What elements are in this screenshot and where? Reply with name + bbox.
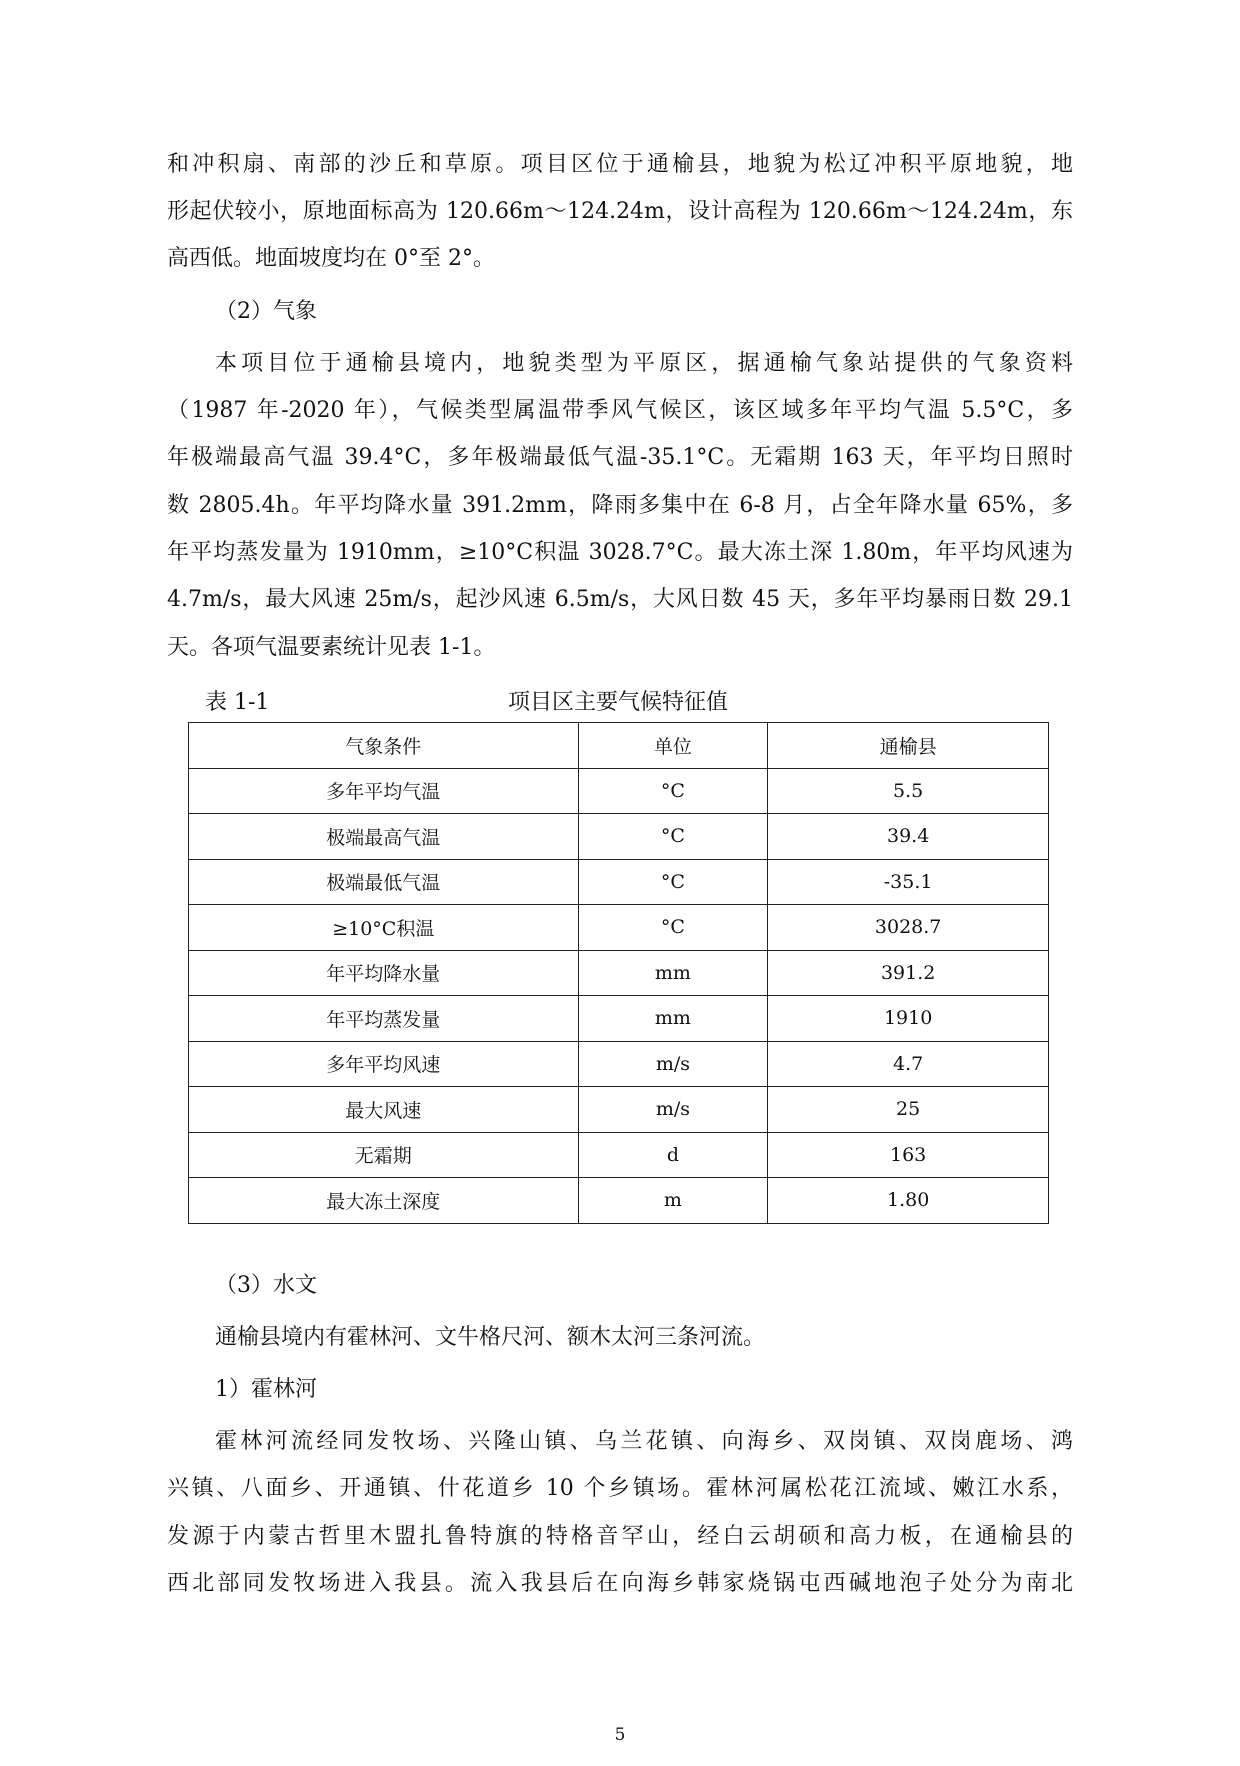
cell-condition: 年平均降水量 <box>189 950 579 996</box>
header-tongyu: 通榆县 <box>768 723 1049 769</box>
cell-unit: mm <box>578 996 768 1042</box>
table-row <box>189 996 1049 1042</box>
cell-unit: m <box>578 1178 768 1224</box>
cell-condition: 极端最高气温 <box>189 814 579 860</box>
header-unit: 单位 <box>578 723 768 769</box>
cell-unit: °C <box>578 814 768 860</box>
cell-value: 1910 <box>768 996 1049 1042</box>
table-row <box>189 1178 1049 1224</box>
header-condition: 气象条件 <box>189 723 579 769</box>
cell-unit: °C <box>578 859 768 905</box>
climate-table <box>188 722 1049 1224</box>
paragraph-line: 天。各项气温要素统计见表 1-1。 <box>167 635 496 660</box>
cell-value: 5.5 <box>768 768 1049 814</box>
paragraph-line: 西北部同发牧场进入我县。流入我县后在向海乡韩家烧锅屯西碱地泡子处分为南北 <box>167 1571 1073 1596</box>
table-row <box>189 859 1049 905</box>
paragraph-line: 形起伏较小，原地面标高为 120.66m～124.24m，设计高程为 120.66m～124.24m，东 <box>167 199 1073 224</box>
table-row <box>189 814 1049 860</box>
cell-unit: m/s <box>578 1087 768 1133</box>
paragraph-line: 年极端最高气温 39.4°C，多年极端最低气温-35.1°C。无霜期 163 天，年平均日照时 <box>167 445 1073 470</box>
cell-value: 1.80 <box>768 1178 1049 1224</box>
table-row <box>189 905 1049 951</box>
cell-unit: °C <box>578 905 768 951</box>
paragraph-line: 数 2805.4h。年平均降水量 391.2mm，降雨多集中在 6-8 月，占全年降水量 65%，多 <box>167 493 1073 518</box>
section-heading-climate: （2）气象 <box>215 299 317 324</box>
subsection-heading-huolin-river: 1）霍林河 <box>215 1377 317 1402</box>
section-heading-hydrology: （3）水文 <box>215 1273 317 1298</box>
cell-unit: °C <box>578 768 768 814</box>
table-row <box>189 768 1049 814</box>
table-number: 表 1-1 <box>205 690 270 715</box>
cell-condition: 多年平均气温 <box>189 768 579 814</box>
cell-unit: m/s <box>578 1041 768 1087</box>
cell-condition: 无霜期 <box>189 1132 579 1178</box>
table-title: 项目区主要气候特征值 <box>508 690 729 715</box>
cell-condition: 最大冻土深度 <box>189 1178 579 1224</box>
paragraph-line: 4.7m/s，最大风速 25m/s，起沙风速 6.5m/s，大风日数 45 天，多年平均暴雨日数 29.1 <box>167 587 1073 612</box>
paragraph-line: 本项目位于通榆县境内，地貌类型为平原区，据通榆气象站提供的气象资料 <box>215 351 1073 376</box>
table-row <box>189 1041 1049 1087</box>
paragraph-line: 兴镇、八面乡、开通镇、什花道乡 10 个乡镇场。霍林河属松花江流域、嫩江水系， <box>167 1476 1073 1501</box>
paragraph-rivers: 通榆县境内有霍林河、文牛格尺河、额木太河三条河流。 <box>215 1325 766 1350</box>
cell-value: 391.2 <box>768 950 1049 996</box>
page-number: 5 <box>614 1725 626 1745</box>
cell-condition: 最大风速 <box>189 1087 579 1133</box>
paragraph-line: 高西低。地面坡度均在 0°至 2°。 <box>167 246 495 271</box>
cell-condition: ≥10°C积温 <box>189 905 579 951</box>
cell-condition: 极端最低气温 <box>189 859 579 905</box>
paragraph-line: 霍林河流经同发牧场、兴隆山镇、乌兰花镇、向海乡、双岗镇、双岗鹿场、鸿 <box>215 1429 1073 1454</box>
paragraph-line: 发源于内蒙古哲里木盟扎鲁特旗的特格音罕山，经白云胡硕和高力板，在通榆县的 <box>167 1524 1073 1549</box>
cell-value: 39.4 <box>768 814 1049 860</box>
cell-unit: mm <box>578 950 768 996</box>
cell-condition: 年平均蒸发量 <box>189 996 579 1042</box>
table-header-row <box>189 723 1049 769</box>
paragraph-line: 和冲积扇、南部的沙丘和草原。项目区位于通榆县，地貌为松辽冲积平原地貌，地 <box>167 152 1073 177</box>
cell-value: -35.1 <box>768 859 1049 905</box>
cell-unit: d <box>578 1132 768 1178</box>
cell-value: 3028.7 <box>768 905 1049 951</box>
table-row <box>189 1132 1049 1178</box>
paragraph-line: （1987 年-2020 年），气候类型属温带季风气候区，该区域多年平均气温 5.5°C，多 <box>167 398 1073 423</box>
paragraph-line: 年平均蒸发量为 1910mm，≥10°C积温 3028.7°C。最大冻土深 1.80m，年平均风速为 <box>167 540 1073 565</box>
cell-value: 25 <box>768 1087 1049 1133</box>
table-row <box>189 950 1049 996</box>
cell-value: 4.7 <box>768 1041 1049 1087</box>
cell-condition: 多年平均风速 <box>189 1041 579 1087</box>
cell-value: 163 <box>768 1132 1049 1178</box>
table-row <box>189 1087 1049 1133</box>
